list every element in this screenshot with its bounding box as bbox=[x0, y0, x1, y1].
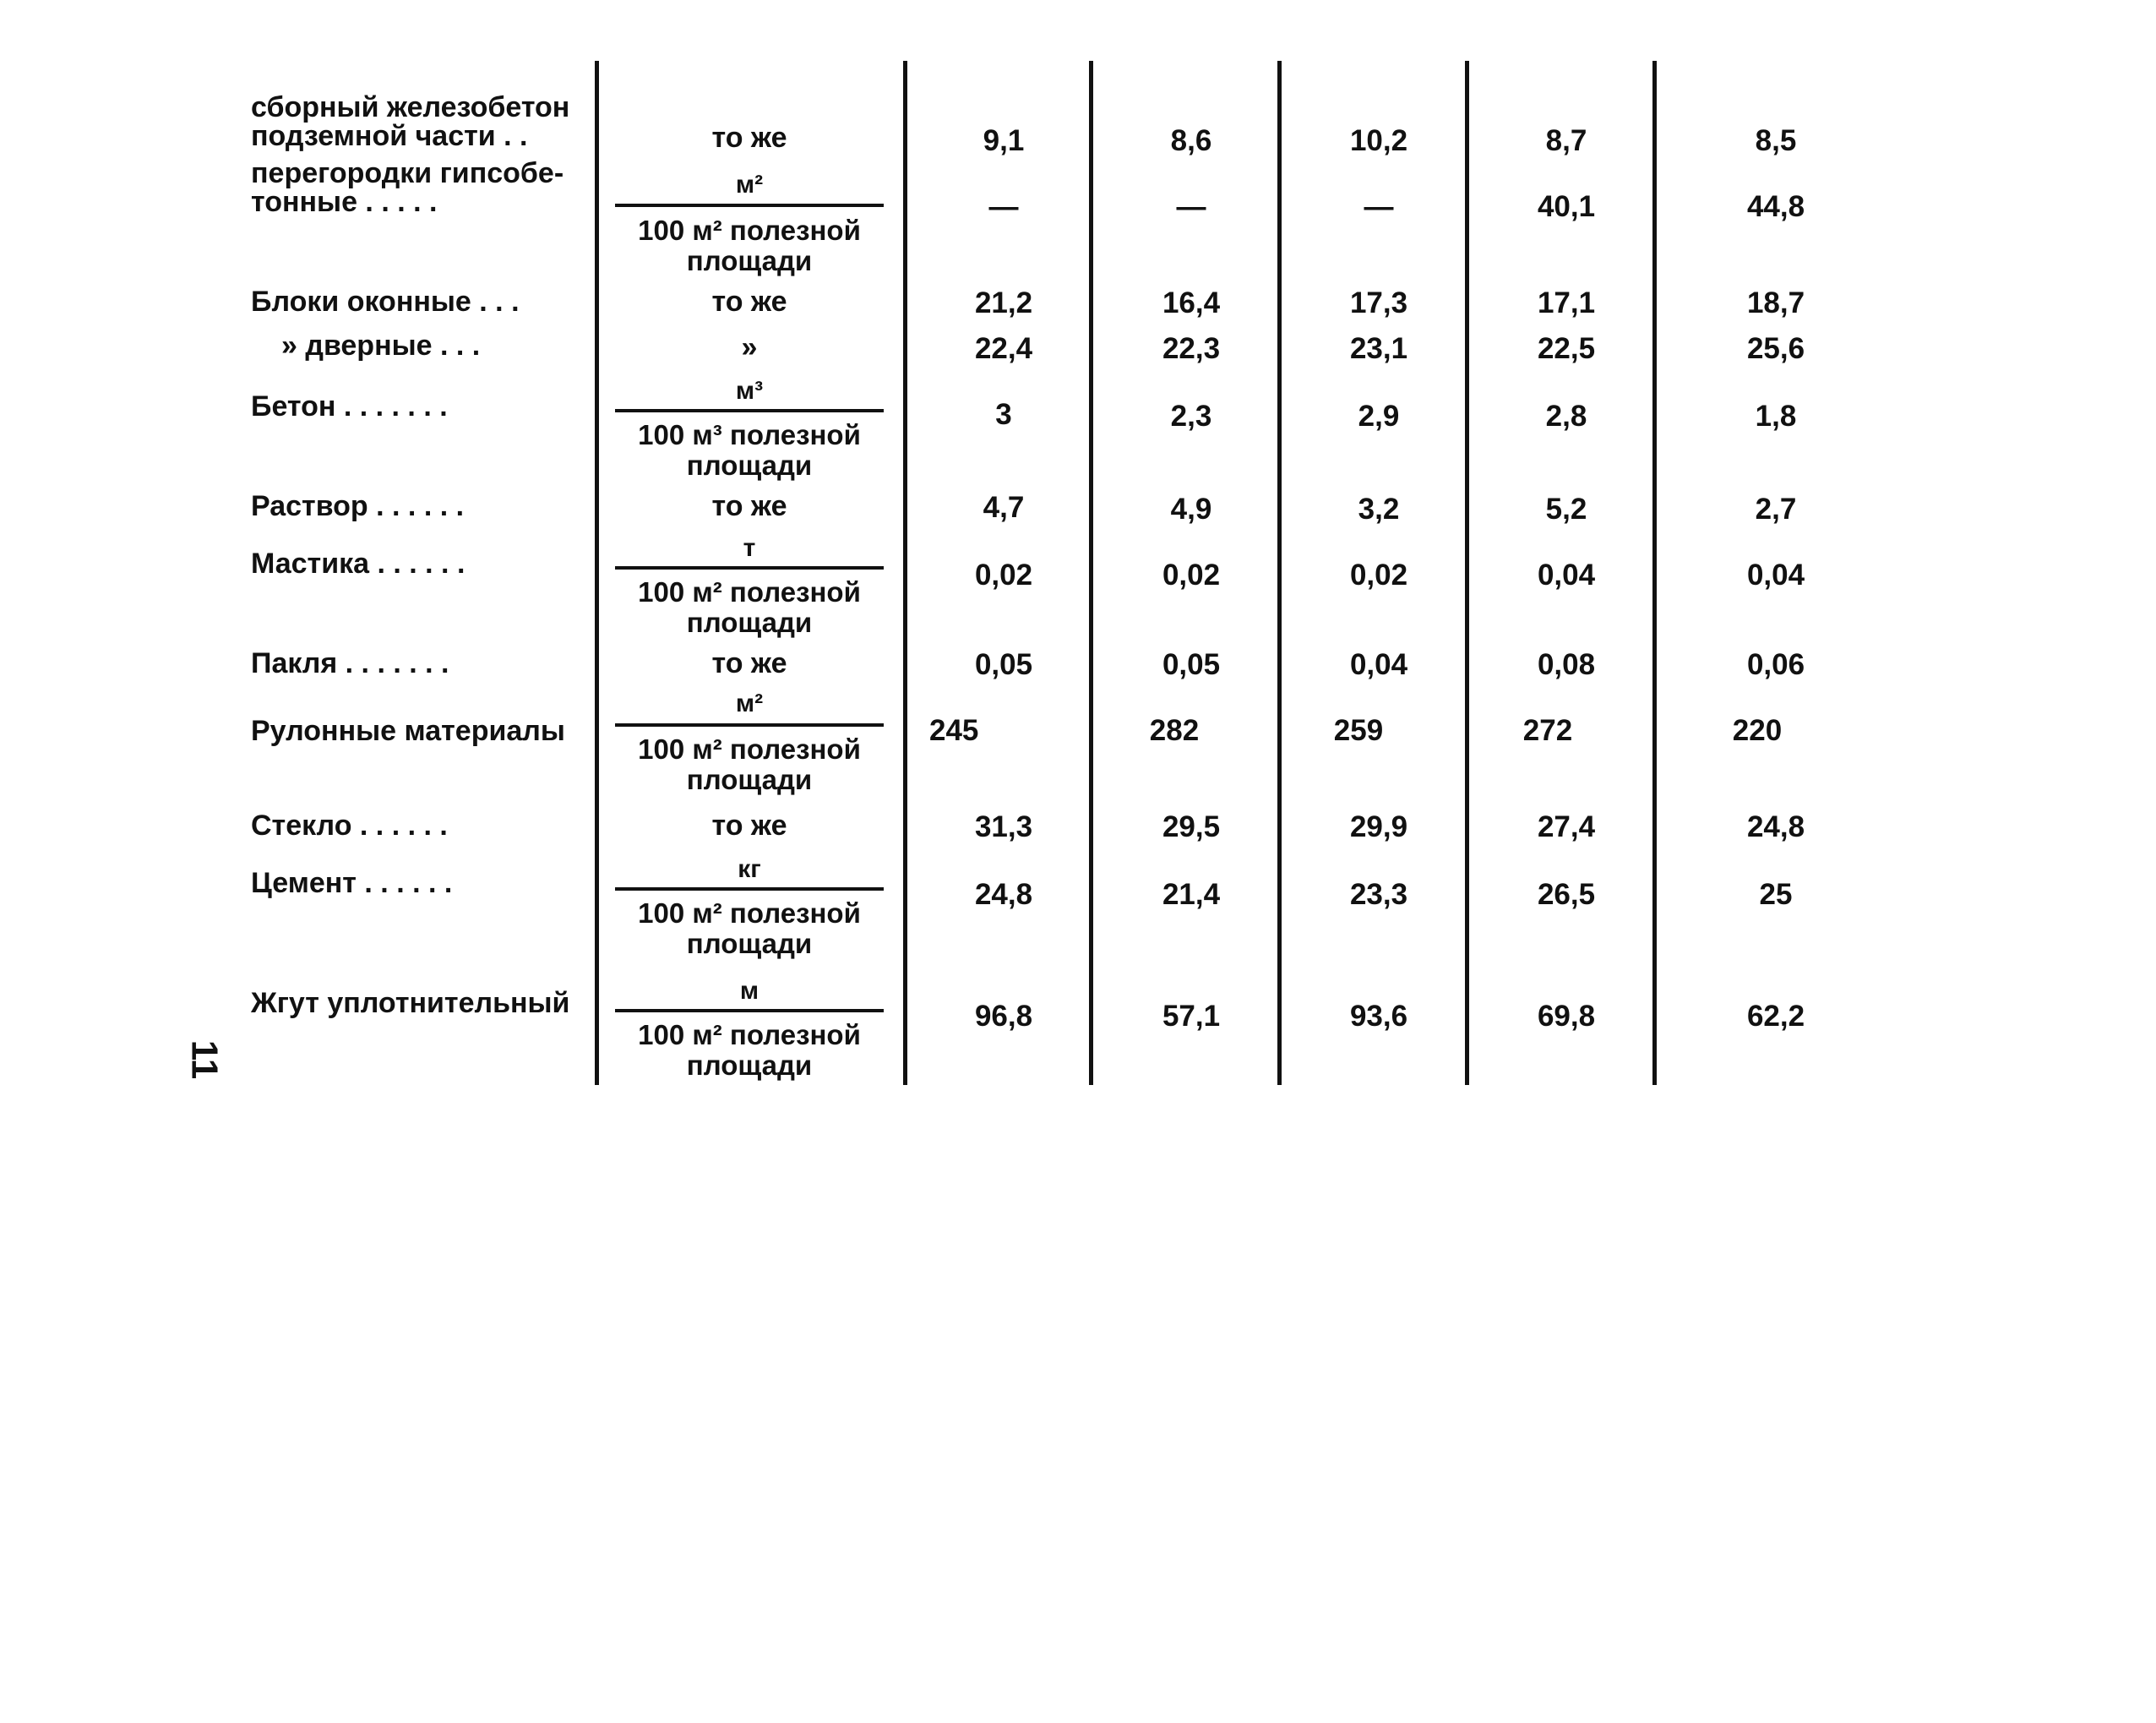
row-value: 10,2 bbox=[1349, 124, 1408, 157]
row-value: 0,06 bbox=[1746, 648, 1805, 681]
row-value: 22,5 bbox=[1537, 332, 1596, 365]
row-name: Пакля . . . . . . . bbox=[251, 647, 449, 679]
row-value: 3 bbox=[995, 398, 1012, 431]
unit-denominator: 100 м² полезной bbox=[638, 733, 861, 765]
unit-denominator: 100 м² полезной bbox=[638, 576, 861, 608]
row-value: 0,02 bbox=[1349, 559, 1408, 592]
row-value: 0,04 bbox=[1746, 559, 1805, 592]
row-value: 57,1 bbox=[1162, 1000, 1221, 1033]
unit-denominator: 100 м² полезной bbox=[638, 1019, 861, 1050]
column-rule bbox=[903, 61, 907, 1085]
row-value: 1,8 bbox=[1755, 400, 1797, 433]
row-value: 21,2 bbox=[974, 286, 1033, 319]
row-value: 22,3 bbox=[1162, 332, 1221, 365]
unit-numerator: м² bbox=[735, 171, 764, 199]
fraction-bar bbox=[615, 566, 884, 570]
unit-numerator: т bbox=[743, 534, 756, 562]
row-value: 272 bbox=[1522, 714, 1573, 747]
row-value: 259 bbox=[1333, 714, 1384, 747]
fraction-bar bbox=[615, 887, 884, 891]
row-value: 282 bbox=[1149, 714, 1200, 747]
unit-denominator: 100 м² полезной bbox=[638, 215, 861, 246]
fraction-bar bbox=[615, 1009, 884, 1012]
unit-denominator: 100 м³ полезной bbox=[638, 419, 861, 450]
row-value: 24,8 bbox=[1746, 810, 1805, 843]
fraction-bar bbox=[615, 409, 884, 412]
row-value: 2,9 bbox=[1358, 400, 1400, 433]
row-name: тонные . . . . . bbox=[251, 186, 438, 218]
row-name: Мастика . . . . . . bbox=[251, 548, 466, 580]
row-value: 2,8 bbox=[1545, 400, 1587, 433]
row-value: 18,7 bbox=[1746, 286, 1805, 319]
row-unit: то же bbox=[711, 647, 787, 679]
column-rule bbox=[595, 61, 599, 1085]
row-value: 24,8 bbox=[974, 878, 1033, 911]
row-value: 0,05 bbox=[974, 648, 1033, 681]
row-value: 25 bbox=[1759, 878, 1793, 911]
row-name: Рулонные материалы bbox=[251, 715, 565, 747]
row-value: — bbox=[1176, 190, 1206, 223]
row-name: Раствор . . . . . . bbox=[251, 490, 465, 522]
row-value: 17,3 bbox=[1349, 286, 1408, 319]
row-value: 9,1 bbox=[983, 124, 1025, 157]
unit-numerator: м bbox=[739, 977, 760, 1005]
row-value: 245 bbox=[929, 714, 979, 747]
row-value: 69,8 bbox=[1537, 1000, 1596, 1033]
row-unit: то же bbox=[711, 490, 787, 522]
row-value: 16,4 bbox=[1162, 286, 1221, 319]
row-value: 8,5 bbox=[1755, 124, 1797, 157]
row-name: » дверные . . . bbox=[281, 330, 481, 362]
row-name: Цемент . . . . . . bbox=[251, 867, 453, 899]
unit-numerator: м² bbox=[735, 690, 764, 717]
row-value: 0,04 bbox=[1349, 648, 1408, 681]
unit-denominator: площади bbox=[686, 928, 813, 959]
row-value: 25,6 bbox=[1746, 332, 1805, 365]
row-unit: » bbox=[741, 331, 758, 363]
row-value: 17,1 bbox=[1537, 286, 1596, 319]
row-value: 3,2 bbox=[1358, 493, 1400, 526]
row-unit: то же bbox=[711, 122, 787, 154]
row-value: 93,6 bbox=[1349, 1000, 1408, 1033]
column-rule bbox=[1465, 61, 1469, 1085]
row-unit: то же bbox=[711, 286, 787, 318]
unit-denominator: площади bbox=[686, 607, 813, 638]
row-value: 2,3 bbox=[1170, 400, 1212, 433]
row-value: 0,02 bbox=[974, 559, 1033, 592]
row-value: 0,05 bbox=[1162, 648, 1221, 681]
row-value: 31,3 bbox=[974, 810, 1033, 843]
row-value: 27,4 bbox=[1537, 810, 1596, 843]
row-value: 0,08 bbox=[1537, 648, 1596, 681]
row-name: сборный железобетон bbox=[251, 91, 570, 123]
row-value: 0,04 bbox=[1537, 559, 1596, 592]
row-value: 220 bbox=[1732, 714, 1783, 747]
unit-denominator: площади bbox=[686, 764, 813, 795]
column-rule bbox=[1652, 61, 1657, 1085]
row-value: 4,9 bbox=[1170, 493, 1212, 526]
row-value: 29,5 bbox=[1162, 810, 1221, 843]
row-name: Блоки оконные . . . bbox=[251, 286, 520, 318]
row-name: Бетон . . . . . . . bbox=[251, 390, 448, 423]
row-value: — bbox=[1364, 190, 1394, 223]
fraction-bar bbox=[615, 204, 884, 207]
unit-denominator: площади bbox=[686, 245, 813, 276]
page-number: 11 bbox=[183, 1039, 226, 1080]
row-value: 8,6 bbox=[1170, 124, 1212, 157]
row-value: 5,2 bbox=[1545, 493, 1587, 526]
unit-numerator: кг bbox=[738, 855, 761, 883]
unit-denominator: площади bbox=[686, 1050, 813, 1081]
row-value: 23,3 bbox=[1349, 878, 1408, 911]
row-value: 4,7 bbox=[983, 491, 1025, 524]
row-name: Стекло . . . . . . bbox=[251, 810, 448, 842]
column-rule bbox=[1277, 61, 1282, 1085]
row-value: 22,4 bbox=[974, 332, 1033, 365]
row-value: 0,02 bbox=[1162, 559, 1221, 592]
row-value: 62,2 bbox=[1746, 1000, 1805, 1033]
column-rule bbox=[1089, 61, 1093, 1085]
row-name: Жгут уплотнительный bbox=[251, 987, 570, 1019]
row-name: подземной части . . bbox=[251, 120, 528, 152]
row-name: перегородки гипсобе- bbox=[251, 157, 564, 189]
row-value: 21,4 bbox=[1162, 878, 1221, 911]
row-value: 8,7 bbox=[1545, 124, 1587, 157]
row-value: — bbox=[988, 190, 1019, 223]
fraction-bar bbox=[615, 723, 884, 727]
row-value: 96,8 bbox=[974, 1000, 1033, 1033]
row-value: 2,7 bbox=[1755, 493, 1797, 526]
row-unit: то же bbox=[711, 810, 787, 842]
row-value: 40,1 bbox=[1537, 190, 1596, 223]
unit-denominator: 100 м² полезной bbox=[638, 897, 861, 929]
row-value: 29,9 bbox=[1349, 810, 1408, 843]
unit-denominator: площади bbox=[686, 450, 813, 481]
row-value: 26,5 bbox=[1537, 878, 1596, 911]
row-value: 44,8 bbox=[1746, 190, 1805, 223]
row-value: 23,1 bbox=[1349, 332, 1408, 365]
unit-numerator: м³ bbox=[735, 377, 764, 405]
